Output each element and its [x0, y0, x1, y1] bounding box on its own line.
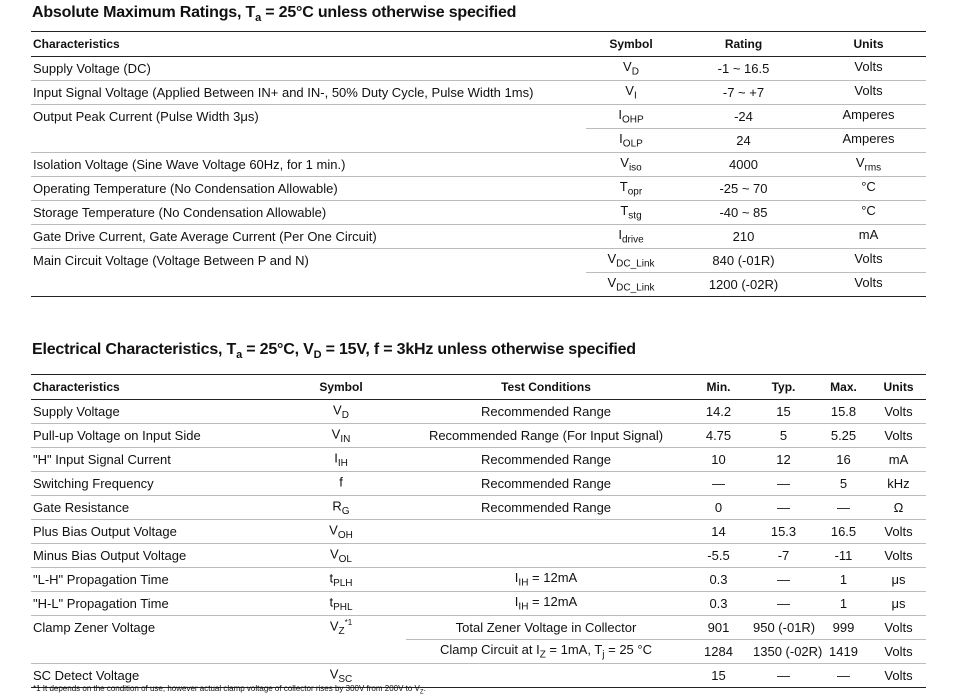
table-row: [31, 225, 926, 249]
symbol-text: T: [619, 179, 628, 195]
symbol-cell: [586, 225, 676, 249]
table-row: [31, 177, 926, 201]
min-cell: 14.2: [686, 400, 751, 424]
table-row: [31, 249, 926, 273]
symbol-text: V: [329, 522, 338, 538]
characteristic-cell: Input Signal Voltage (Applied Between IN+ and IN-, 50% Duty Cycle, Pulse Width 1ms): [31, 81, 586, 105]
rating-cell: 840 (-01R): [676, 249, 811, 273]
header-min: Min.: [686, 375, 751, 400]
characteristic-cell: Switching Frequency: [31, 472, 276, 496]
characteristic-cell: Pull-up Voltage on Input Side: [31, 424, 276, 448]
header-max: Max.: [816, 375, 871, 400]
symbol-subscript: DC_Link: [616, 282, 655, 294]
symbol-cell: [586, 105, 676, 129]
condition-text: = 25 °C: [604, 642, 652, 658]
symbol-subscript: OLP: [622, 138, 643, 150]
unit-cell: [811, 177, 926, 201]
header-typ: Typ.: [751, 375, 816, 400]
characteristic-cell: Gate Resistance: [31, 496, 276, 520]
min-cell: 901: [686, 616, 751, 640]
symbol-cell: [586, 129, 676, 153]
symbol-cell: [276, 568, 406, 592]
rating-cell: 4000: [676, 153, 811, 177]
condition-text: = 12mA: [528, 594, 578, 610]
condition-subscript: IH: [518, 577, 529, 589]
characteristic-cell: Clamp Zener Voltage: [33, 620, 156, 636]
symbol-cell: [276, 640, 406, 664]
characteristic-cell: Gate Drive Current, Gate Average Current (Per One Circuit): [31, 225, 586, 249]
symbol-subscript: iso: [628, 162, 642, 174]
symbol-cell: [586, 57, 676, 81]
unit-cell: Volts: [871, 520, 926, 544]
condition-text: Total Zener Voltage in Collector: [455, 620, 637, 635]
unit-cell: [811, 57, 926, 81]
electrical-characteristics-table: [31, 374, 926, 688]
symbol-text: I: [619, 131, 623, 147]
header-units: Units: [811, 32, 926, 57]
max-cell: 16: [816, 448, 871, 472]
typ-cell: 950 (-01R): [751, 616, 816, 640]
symbol-text: I: [618, 107, 622, 123]
symbol-text: V: [333, 402, 342, 418]
max-cell: 1: [816, 592, 871, 616]
unit-cell: Ω: [871, 496, 926, 520]
symbol-subscript: OL: [338, 553, 352, 565]
table-row: [31, 400, 926, 424]
table-row: [31, 520, 926, 544]
test-condition-cell: [406, 592, 686, 616]
symbol-text: R: [332, 498, 342, 514]
symbol-cell: [586, 201, 676, 225]
symbol-text: V: [620, 155, 629, 171]
condition-text: Clamp Circuit at I: [439, 642, 540, 658]
symbol-text: V: [623, 59, 632, 75]
symbol-subscript: stg: [628, 210, 642, 222]
unit-cell: [811, 105, 926, 129]
header-characteristics: Characteristics: [31, 375, 276, 400]
min-cell: 0: [686, 496, 751, 520]
unit-cell: Volts: [871, 544, 926, 568]
characteristic-cell: SC Detect Voltage: [31, 664, 276, 688]
typ-cell: 15: [751, 400, 816, 424]
symbol-cell: [276, 616, 406, 640]
table-row: [31, 153, 926, 177]
typ-cell: —: [751, 568, 816, 592]
symbol-text: V: [329, 546, 339, 562]
condition-text: I: [514, 594, 519, 610]
symbol-subscript: SC: [338, 673, 353, 685]
max-cell: 999: [816, 616, 871, 640]
rating-cell: -1 ~ 16.5: [676, 57, 811, 81]
rating-cell: -24: [676, 105, 811, 129]
symbol-subscript: IN: [340, 433, 351, 445]
characteristic-cell: Supply Voltage (DC): [31, 57, 586, 81]
symbol-subscript: DC_Link: [616, 258, 655, 270]
min-cell: 14: [686, 520, 751, 544]
symbol-cell: [586, 153, 676, 177]
symbol-cell: [276, 496, 406, 520]
unit-text: V: [855, 155, 865, 171]
min-cell: 0.3: [686, 592, 751, 616]
table-row: [31, 592, 926, 616]
max-cell: -11: [816, 544, 871, 568]
symbol-cell: [276, 472, 406, 496]
typ-cell: —: [751, 664, 816, 688]
unit-cell: [811, 225, 926, 249]
table-row: [31, 568, 926, 592]
min-cell: -5.5: [686, 544, 751, 568]
table-row: [31, 616, 926, 640]
table-row: [31, 81, 926, 105]
unit-text: Amperes: [842, 131, 895, 147]
test-condition-cell: [406, 448, 686, 472]
max-cell: 1: [816, 568, 871, 592]
symbol-subscript: drive: [621, 234, 644, 246]
unit-cell: Volts: [871, 616, 926, 640]
unit-cell: [811, 273, 926, 297]
unit-cell: [811, 201, 926, 225]
min-cell: 1284: [686, 640, 751, 664]
symbol-text: V: [607, 251, 617, 267]
symbol-subscript: G: [341, 505, 350, 517]
unit-cell: [811, 129, 926, 153]
unit-text: mA: [858, 227, 879, 243]
min-cell: —: [686, 472, 751, 496]
min-cell: 0.3: [686, 568, 751, 592]
condition-text: Recommended Range (For Input Signal): [428, 428, 664, 443]
symbol-text: f: [339, 474, 343, 490]
characteristic-cell: Storage Temperature (No Condensation Allowable): [31, 201, 586, 225]
table-row: [31, 273, 926, 297]
unit-cell: Volts: [871, 664, 926, 688]
condition-text: Recommended Range: [480, 500, 612, 515]
unit-cell: Volts: [871, 640, 926, 664]
unit-subscript: rms: [864, 162, 882, 174]
test-condition-cell: [406, 544, 686, 568]
typ-cell: -7: [751, 544, 816, 568]
symbol-text: t: [329, 594, 334, 610]
min-cell: 10: [686, 448, 751, 472]
symbol-superscript: *1: [344, 618, 353, 628]
characteristic-cell: Isolation Voltage (Sine Wave Voltage 60Hz, for 1 min.): [31, 153, 586, 177]
symbol-text: V: [329, 618, 339, 634]
characteristic-cell: "H-L" Propagation Time: [31, 592, 276, 616]
test-condition-cell: [406, 520, 686, 544]
header-symbol: Symbol: [586, 32, 676, 57]
rating-cell: -7 ~ +7: [676, 81, 811, 105]
condition-text: Recommended Range: [480, 404, 612, 419]
max-cell: 5: [816, 472, 871, 496]
unit-text: Volts: [854, 275, 883, 291]
condition-subscript: Z: [539, 649, 546, 661]
table-row: [31, 129, 926, 153]
table-row: [31, 57, 926, 81]
symbol-subscript: D: [631, 66, 639, 78]
test-condition-cell: [406, 472, 686, 496]
unit-text: °C: [861, 203, 876, 219]
min-cell: 15: [686, 664, 751, 688]
unit-cell: mA: [871, 448, 926, 472]
table-header-row: [31, 32, 926, 57]
typ-cell: 15.3: [751, 520, 816, 544]
test-condition-cell: [406, 424, 686, 448]
test-condition-cell: [406, 664, 686, 688]
symbol-subscript: PHL: [333, 601, 353, 613]
symbol-subscript: OHP: [621, 114, 644, 126]
unit-cell: μs: [871, 568, 926, 592]
symbol-cell: [276, 592, 406, 616]
table-row: [31, 424, 926, 448]
unit-cell: [811, 81, 926, 105]
typ-cell: —: [751, 496, 816, 520]
symbol-cell: [276, 400, 406, 424]
max-cell: —: [816, 496, 871, 520]
max-cell: 16.5: [816, 520, 871, 544]
rating-cell: -25 ~ 70: [676, 177, 811, 201]
table-row: [31, 640, 926, 664]
symbol-cell: [276, 448, 406, 472]
unit-cell: Volts: [871, 400, 926, 424]
max-cell: 1419: [816, 640, 871, 664]
rating-cell: -40 ~ 85: [676, 201, 811, 225]
condition-text: = 1mA, T: [545, 642, 603, 658]
symbol-cell: [276, 424, 406, 448]
test-condition-cell: [406, 496, 686, 520]
unit-cell: μs: [871, 592, 926, 616]
symbol-cell: [586, 249, 676, 273]
header-test-conditions: Test Conditions: [406, 375, 686, 400]
table-row: [31, 105, 926, 129]
unit-cell: kHz: [871, 472, 926, 496]
unit-text: Volts: [854, 83, 883, 99]
table-header-row: [31, 375, 926, 400]
test-condition-cell: [406, 616, 686, 640]
unit-text: Amperes: [842, 107, 895, 123]
symbol-subscript: D: [341, 409, 349, 421]
table-row: [31, 544, 926, 568]
typ-cell: 1350 (-02R): [751, 640, 816, 664]
characteristic-cell: Operating Temperature (No Condensation Allowable): [31, 177, 586, 201]
symbol-text: V: [329, 666, 339, 682]
table-row: [31, 201, 926, 225]
condition-subscript: j: [602, 649, 605, 661]
characteristic-cell: [31, 273, 586, 297]
header-symbol: Symbol: [276, 375, 406, 400]
header-units: Units: [871, 375, 926, 400]
condition-text: Recommended Range: [480, 452, 612, 467]
symbol-text: V: [625, 83, 634, 99]
min-cell: 4.75: [686, 424, 751, 448]
max-cell: —: [816, 664, 871, 688]
symbol-subscript: Z: [338, 626, 345, 638]
test-condition-cell: [406, 640, 686, 664]
symbol-cell: [276, 544, 406, 568]
rating-cell: 210: [676, 225, 811, 249]
typ-cell: 12: [751, 448, 816, 472]
symbol-text: V: [607, 275, 617, 291]
unit-text: Volts: [854, 59, 883, 75]
unit-cell: [811, 249, 926, 273]
header-characteristics: Characteristics: [31, 32, 586, 57]
max-cell: 5.25: [816, 424, 871, 448]
symbol-cell: [586, 81, 676, 105]
typ-cell: —: [751, 472, 816, 496]
symbol-subscript: I: [633, 90, 637, 102]
unit-text: °C: [861, 179, 876, 195]
characteristic-cell: [31, 129, 586, 153]
table-row: [31, 448, 926, 472]
condition-subscript: IH: [518, 601, 529, 613]
electrical-characteristics-title: Electrical Characteristics, $T_a = 25^\circ C$, $V_D = 15V$, f = 3kHz unless otherwise specified: [32, 341, 636, 362]
characteristic-cell: [31, 640, 276, 664]
characteristic-cell: Main Circuit Voltage (Voltage Between P and N): [33, 253, 309, 269]
unit-text: Volts: [854, 251, 883, 267]
abs-max-ratings-table: [31, 31, 926, 297]
symbol-subscript: OH: [337, 529, 353, 541]
test-condition-cell: [406, 568, 686, 592]
footnote: *1 It depends on the condition of use, however actual clamp voltage of collector rises by 300V from 200V to $V_Z$.: [33, 684, 426, 696]
header-rating: Rating: [676, 32, 811, 57]
characteristic-cell: "L-H" Propagation Time: [31, 568, 276, 592]
characteristic-cell: Minus Bias Output Voltage: [31, 544, 276, 568]
max-cell: 15.8: [816, 400, 871, 424]
symbol-subscript: opr: [627, 186, 643, 198]
symbol-cell: [586, 177, 676, 201]
characteristic-cell: Output Peak Current (Pulse Width 3μs): [33, 109, 259, 125]
typ-cell: —: [751, 592, 816, 616]
symbol-text: I: [334, 450, 338, 466]
symbol-text: t: [329, 570, 334, 586]
symbol-cell: [276, 520, 406, 544]
unit-cell: [811, 153, 926, 177]
unit-cell: Volts: [871, 424, 926, 448]
rating-cell: 1200 (-02R): [676, 273, 811, 297]
symbol-cell: [586, 273, 676, 297]
test-condition-cell: [406, 400, 686, 424]
symbol-text: I: [618, 227, 622, 243]
symbol-text: T: [620, 203, 629, 219]
typ-cell: 5: [751, 424, 816, 448]
characteristic-cell: "H" Input Signal Current: [31, 448, 276, 472]
table-row: [31, 496, 926, 520]
symbol-subscript: PLH: [333, 577, 353, 589]
table-row: [31, 472, 926, 496]
condition-text: = 12mA: [528, 570, 578, 586]
condition-text: Recommended Range: [480, 476, 612, 491]
abs-max-ratings-title: Absolute Maximum Ratings, $T_a = 25^\circ C$ unless otherwise specified: [32, 4, 517, 25]
characteristic-cell: Plus Bias Output Voltage: [31, 520, 276, 544]
symbol-subscript: IH: [337, 457, 348, 469]
symbol-text: V: [331, 426, 341, 442]
rating-cell: 24: [676, 129, 811, 153]
characteristic-cell: Supply Voltage: [31, 400, 276, 424]
condition-text: I: [514, 570, 519, 586]
